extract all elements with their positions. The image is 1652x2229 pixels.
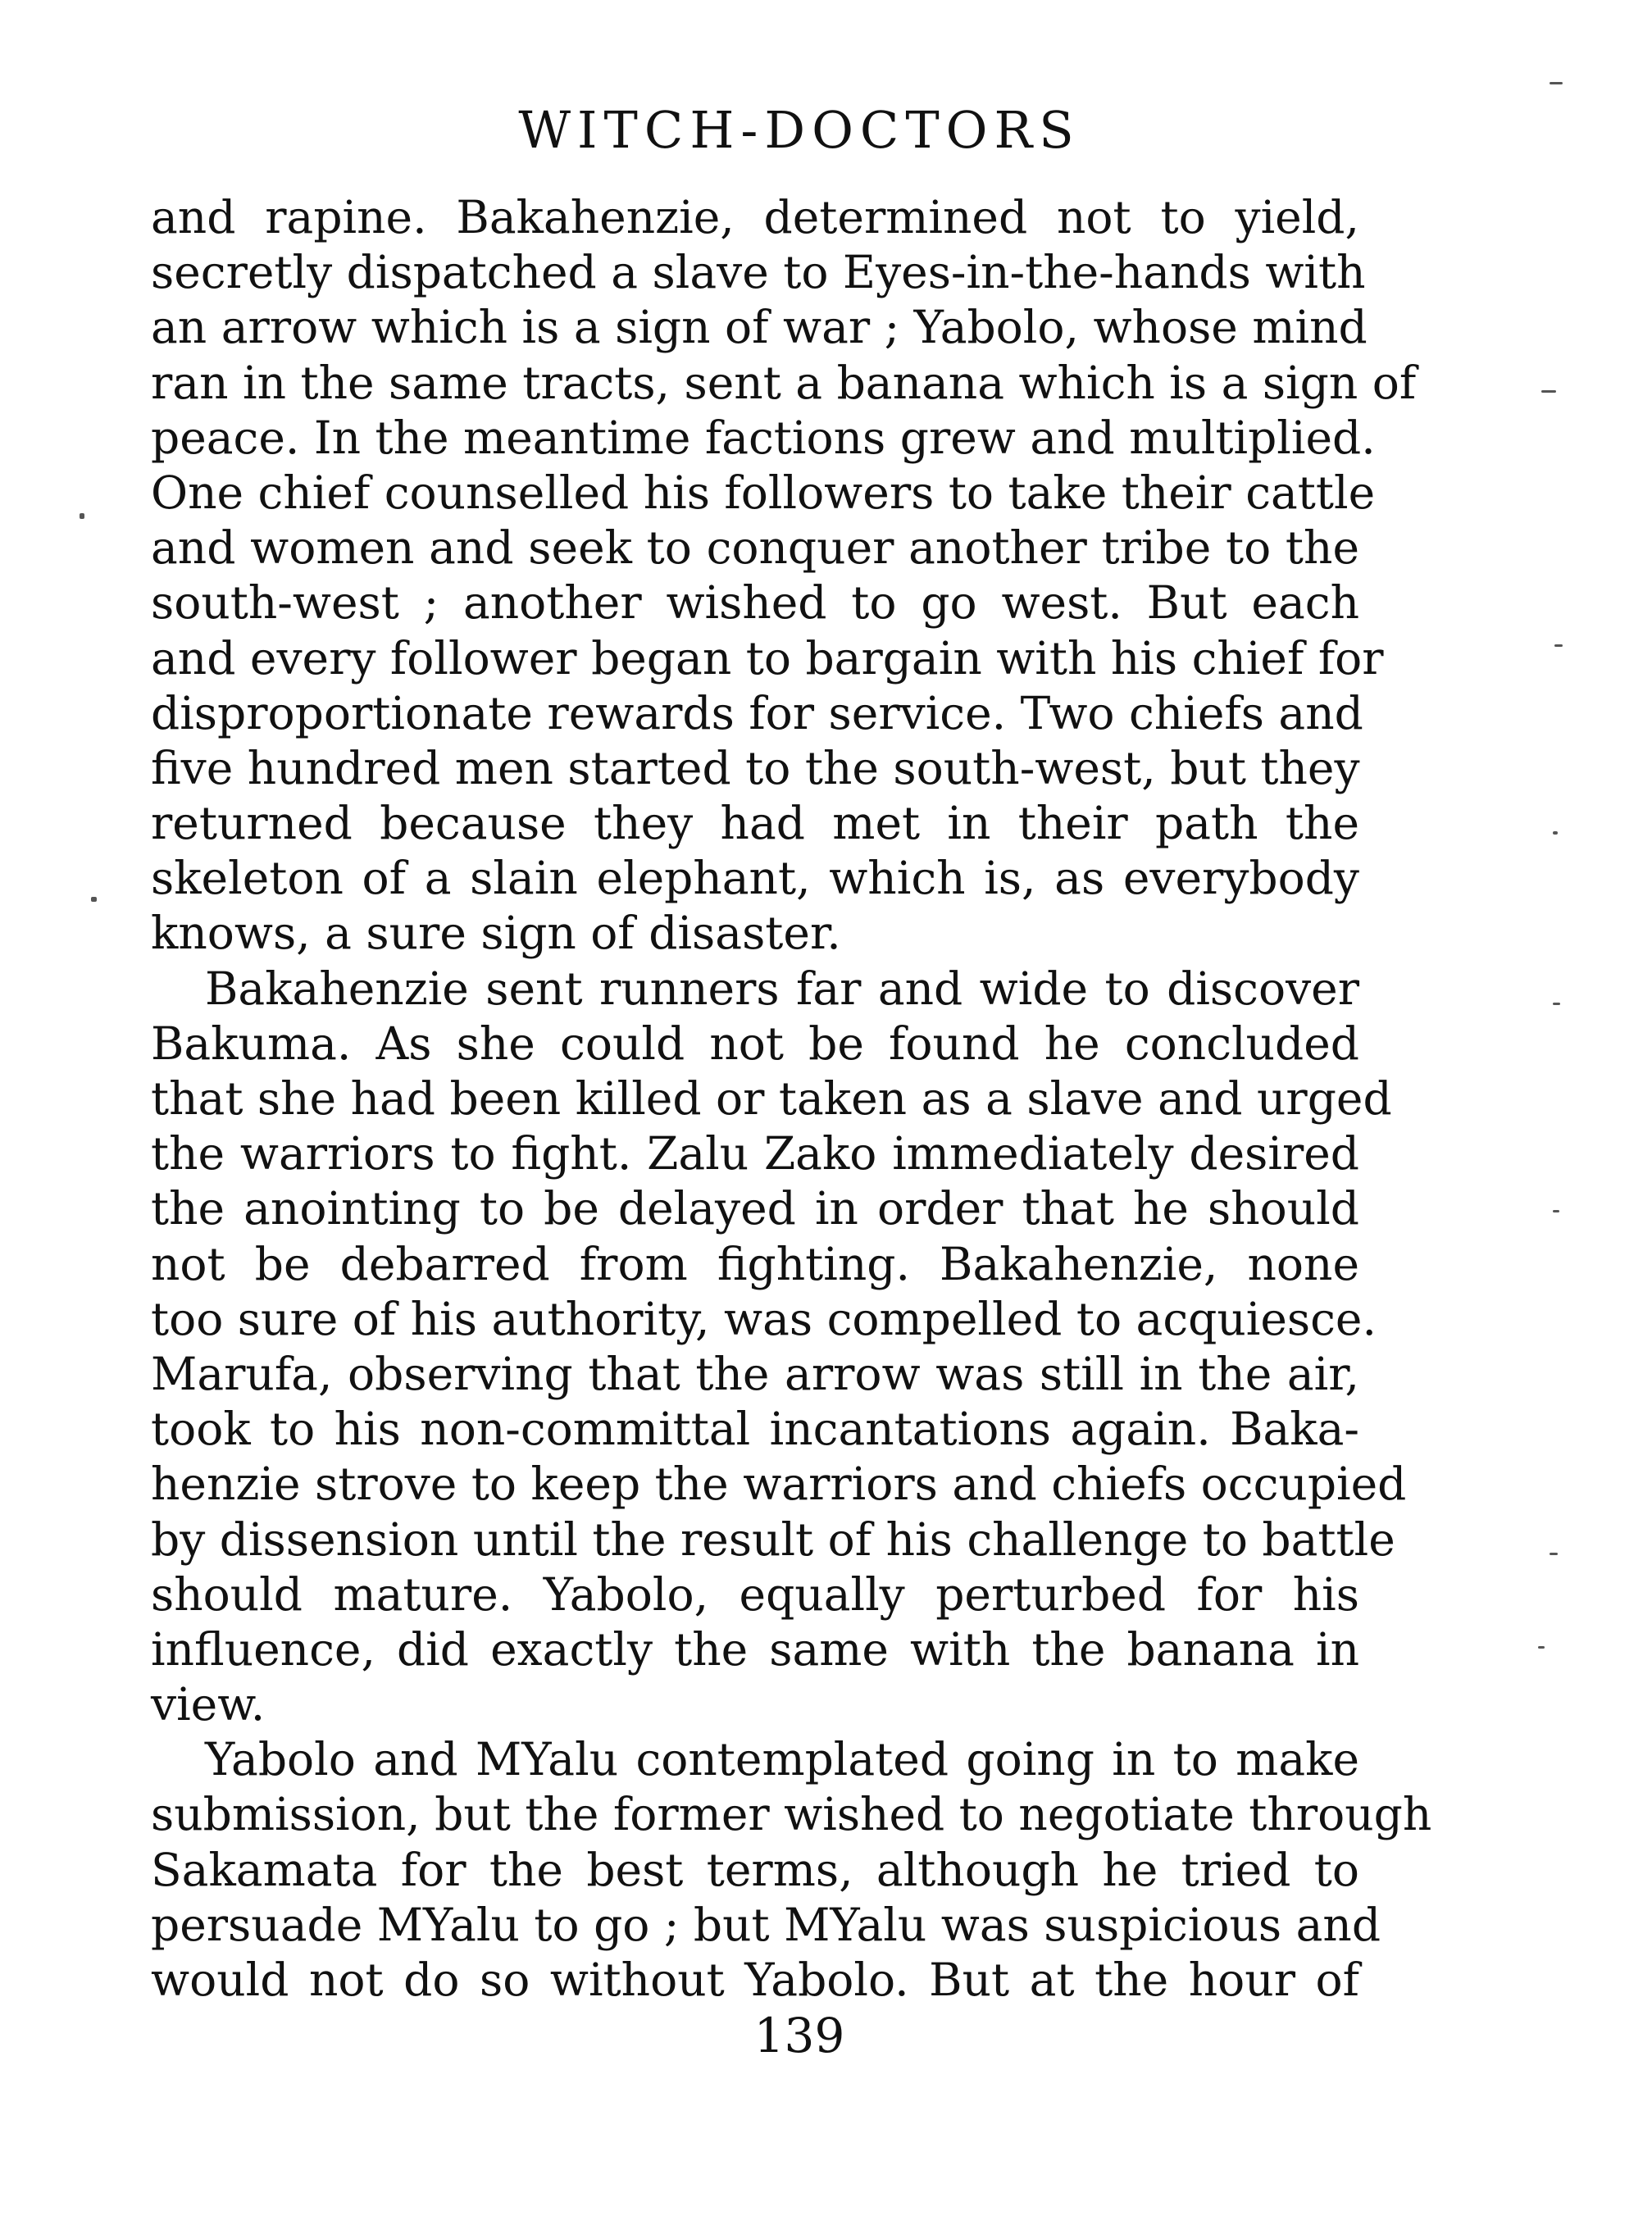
text-line: knows, a sure sign of disaster. [151, 907, 841, 960]
text-line: by dissension until the result of his challenge to battle [151, 1513, 1395, 1566]
text-line: an arrow which is a sign of war ; Yabolo, whose mind [151, 301, 1368, 354]
text-line: influence, did exactly the same with the banana in [151, 1622, 1359, 1676]
text-line: and rapine. Bakahenzie, determined not to yield, [151, 191, 1359, 243]
running-head: WITCH-DOCTORS [518, 100, 1081, 160]
text-line: should mature. Yabolo, equally perturbed for his [151, 1567, 1359, 1621]
text-line: and every follower began to bargain with his chief for [151, 631, 1384, 685]
text-line: Marufa, observing that the arrow was still in the air, [151, 1347, 1359, 1400]
text-line: peace. In the meantime factions grew and multiplied. [151, 411, 1376, 464]
text-line: five hundred men started to the south-west, but they [151, 741, 1360, 794]
scan-speck [1550, 1553, 1558, 1555]
page-number: 139 [753, 2008, 845, 2063]
text-line: skeleton of a slain elephant, which is, as everybody [151, 852, 1359, 905]
text-line: that she had been killed or taken as a slave and urged [151, 1072, 1392, 1125]
scan-speck [80, 513, 84, 519]
text-line: the anointing to be delayed in order that he should [151, 1182, 1359, 1235]
text-line: henzie strove to keep the warriors and chiefs occupied [151, 1458, 1407, 1511]
text-line: returned because they had met in their path the [151, 797, 1359, 850]
scan-speck [1553, 831, 1558, 835]
text-line: persuade MYalu to go ; but MYalu was suspicious and [151, 1898, 1381, 1951]
scan-speck [1541, 390, 1556, 393]
text-line: and women and seek to conquer another tribe to the [151, 521, 1359, 575]
text-line: too sure of his authority, was compelled to acquiesce. [151, 1292, 1377, 1345]
text-line: would not do so without Yabolo. But at the hour of [151, 1954, 1359, 2006]
text-line: submission, but the former wished to negotiate through [151, 1788, 1432, 1841]
paragraph [151, 190, 1417, 962]
text-line: Yabolo and MYalu contemplated going in to make [205, 1733, 1359, 1786]
scan-speck [1550, 82, 1563, 84]
text-line: One chief counselled his followers to take their cattle [151, 466, 1376, 519]
text-line: Sakamata for the best terms, although he tried to [151, 1843, 1359, 1896]
text-line: ran in the same tracts, sent a banana which is a sign of [151, 356, 1417, 409]
text-line: took to his non-committal incantations again. Baka- [151, 1403, 1359, 1456]
text-line: Bakuma. As she could not be found he concluded [151, 1017, 1359, 1070]
scan-speck [1553, 1003, 1560, 1005]
text-line: the warriors to fight. Zalu Zako immediately desired [151, 1127, 1359, 1180]
text-line: not be debarred from fighting. Bakahenzie, none [151, 1237, 1359, 1290]
text-line: south-west ; another wished to go west. But each [151, 576, 1359, 630]
text-line: Bakahenzie sent runners far and wide to discover [205, 962, 1359, 1015]
page-body [151, 190, 1432, 2008]
paragraph [151, 1732, 1432, 2008]
scan-speck [1553, 1210, 1559, 1212]
text-line: view. [151, 1678, 266, 1731]
paragraph [151, 962, 1407, 1733]
scan-speck [91, 897, 97, 902]
text-line: disproportionate rewards for service. Two chiefs and [151, 686, 1363, 739]
text-line: secretly dispatched a slave to Eyes-in-the-hands with [151, 246, 1366, 299]
scan-speck [1538, 1646, 1545, 1649]
scan-speck [1554, 644, 1563, 647]
